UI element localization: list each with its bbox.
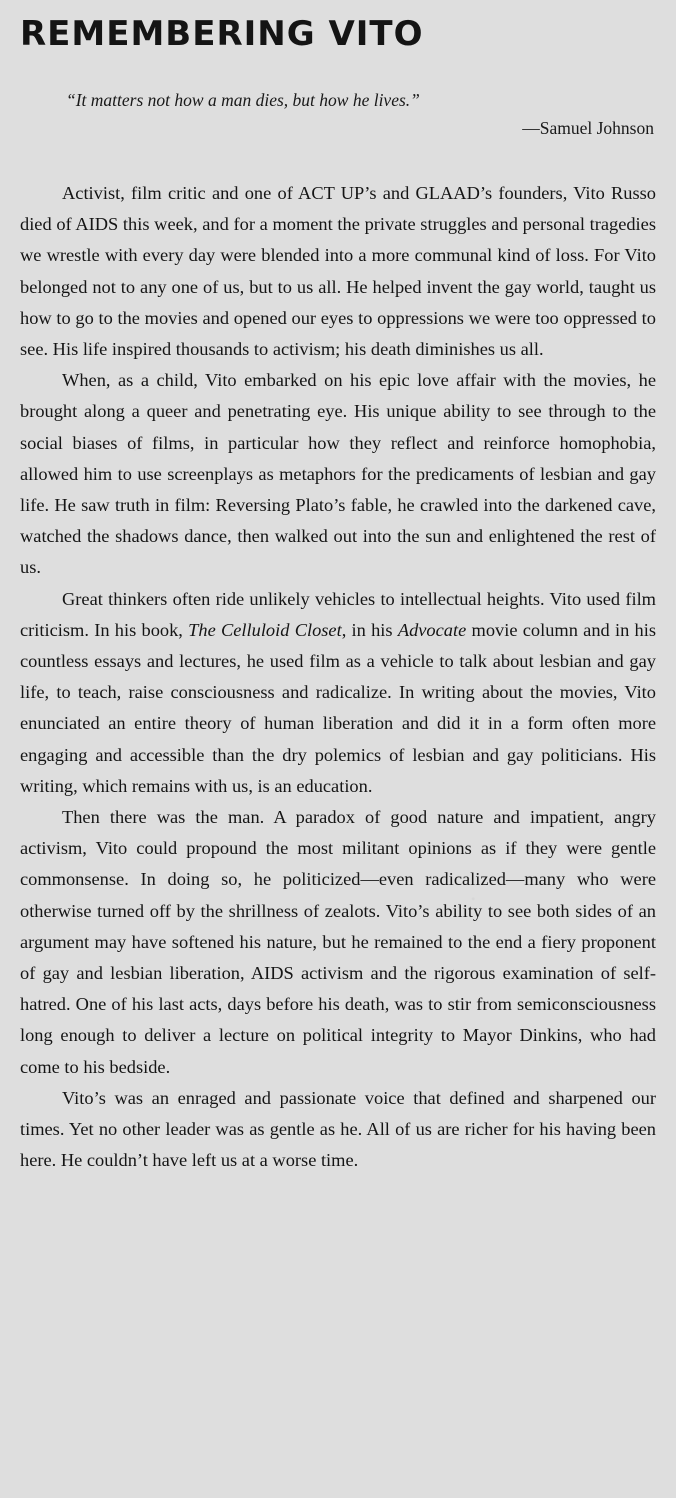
paragraph-4: Then there was the man. A paradox of good nature and impatient, angry activism, Vito could propound the most militant opinions as if they were gentle commonsense. In doing so, he politicized—even radicalized—many who were otherwise turned off by the shrillness of zealots. Vito’s ability to see both sides of an argument may have softened his nature, but he remained to the end a fiery proponent of gay and lesbian liberation, AIDS activism and the rigorous examination of self-hatred. One of his last acts, days before his death, was to stir from semiconsciousness long enough to deliver a lecture on political integrity to Mayor Dinkins, who had come to his bedside. [20, 807, 656, 1077]
epigraph [20, 90, 656, 138]
paragraph-5: Vito’s was an enraged and passionate voice that defined and sharpened our times. Yet no other leader was as gentle as he. All of us are richer for his having been here. He couldn’t have left us at a worse time. [20, 1087, 656, 1171]
article-body [20, 178, 656, 1177]
headline: REMEMBERING VITO [20, 14, 424, 54]
paragraph-3-text-3: movie column and in his countless essays and lectures, he used film as a vehicle to talk about lesbian and gay life, to teach, raise consciousness and radicalize. In writing about the movies, Vito enunciated an entire theory of human liberation and did it in a form often more engaging and accessible than the dry polemics of lesbian and gay politicians. His writing, which remains with us, is an education. [20, 619, 656, 796]
epigraph-quote: “It matters not how a man dies, but how he lives.” [66, 90, 420, 110]
book-title: The Celluloid Closet [188, 619, 342, 640]
paragraph-3-text-1: Great thinkers often ride unlikely vehicles to intellectual heights. Vito used film criticism. In his book, [20, 588, 656, 640]
column-title: Advocate [397, 619, 467, 640]
paragraph-3-text-2: , in his [341, 619, 398, 640]
epigraph-attribution: —Samuel Johnson [522, 118, 654, 138]
paragraph-2: When, as a child, Vito embarked on his epic love affair with the movies, he brought along a queer and penetrating eye. His unique ability to see through to the social biases of films, in particular how they reflect and reinforce homophobia, allowed him to use screenplays as metaphors for the predicaments of lesbian and gay life. He saw truth in film: Reversing Plato’s fable, he crawled into the darkened cave, watched the shadows dance, then walked out into the sun and enlightened the rest of us. [20, 370, 656, 578]
paragraph-1: Activist, film critic and one of ACT UP’s and GLAAD’s founders, Vito Russo died of AIDS this week, and for a moment the private struggles and personal tragedies we wrestle with every day were blended into a more communal kind of loss. For Vito belonged not to any one of us, but to us all. He helped invent the gay world, taught us how to go to the movies and opened our eyes to oppressions we were too oppressed to see. His life inspired thousands to activism; his death diminishes us all. [20, 183, 656, 360]
paragraph-3 [20, 584, 656, 802]
